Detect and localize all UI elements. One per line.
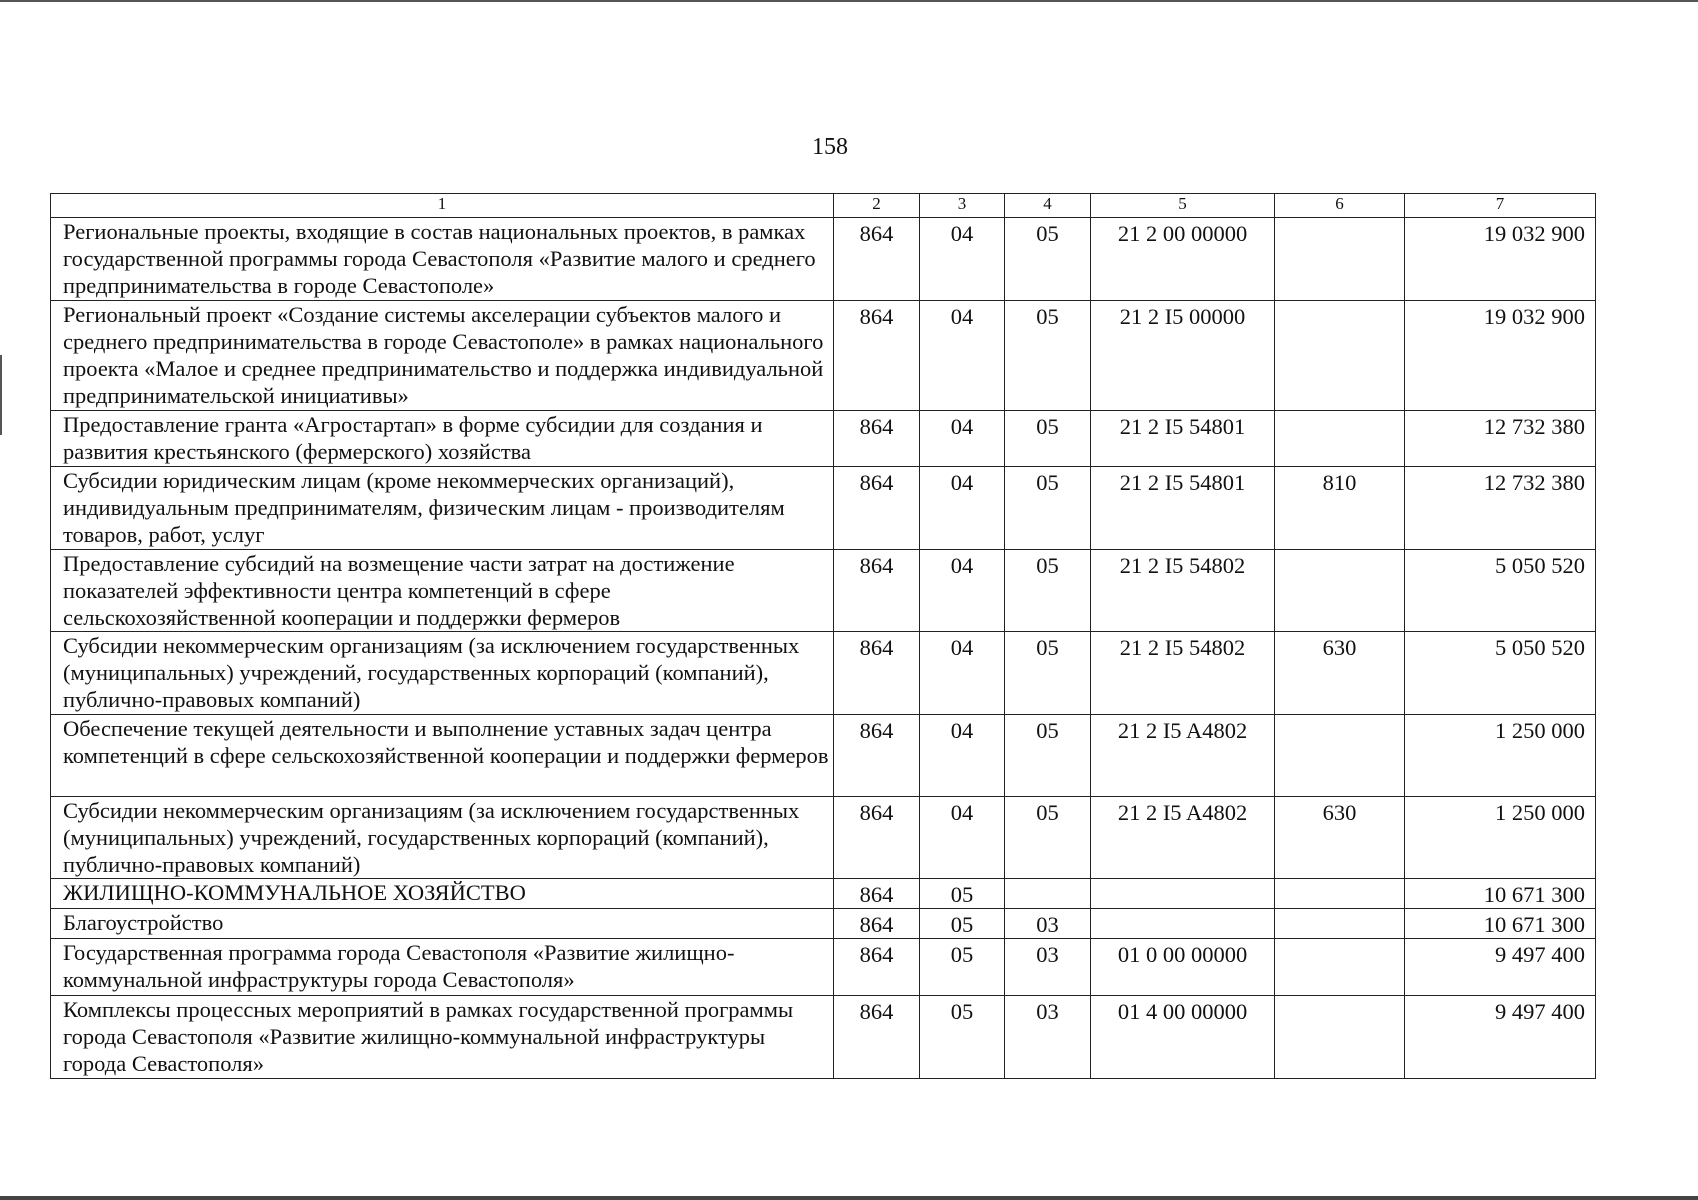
row-name: Благоустройство	[51, 909, 834, 939]
row-name: Предоставление гранта «Агростартап» в форме субсидии для создания и развития крестьянского (фермерского) хозяйства	[51, 411, 834, 467]
row-expense-type	[1275, 218, 1405, 301]
row-target-code	[1091, 909, 1275, 939]
row-grbs: 864	[834, 411, 920, 467]
row-expense-type: 810	[1275, 467, 1405, 550]
row-section: 04	[920, 301, 1005, 411]
row-subsection: 03	[1005, 996, 1091, 1079]
table-row	[51, 715, 1596, 797]
row-amount: 1 250 000	[1405, 715, 1596, 797]
row-expense-type	[1275, 996, 1405, 1079]
row-subsection: 05	[1005, 632, 1091, 715]
column-number: 3	[920, 194, 1005, 218]
row-target-code: 21 2 00 00000	[1091, 218, 1275, 301]
row-target-code: 01 4 00 00000	[1091, 996, 1275, 1079]
row-subsection	[1005, 879, 1091, 909]
scan-edge-left-mark	[0, 355, 2, 435]
table-row	[51, 939, 1596, 996]
column-number: 5	[1091, 194, 1275, 218]
row-expense-type	[1275, 909, 1405, 939]
row-amount: 19 032 900	[1405, 301, 1596, 411]
table-row	[51, 632, 1596, 715]
table-row	[51, 467, 1596, 550]
row-section: 04	[920, 632, 1005, 715]
table-row	[51, 301, 1596, 411]
row-subsection: 05	[1005, 550, 1091, 632]
row-grbs: 864	[834, 467, 920, 550]
row-name: Обеспечение текущей деятельности и выполнение уставных задач центра компетенций в сфере сельскохозяйственной кооперации и поддержки фермеров	[51, 715, 834, 797]
row-amount: 10 671 300	[1405, 879, 1596, 909]
row-target-code: 01 0 00 00000	[1091, 939, 1275, 996]
row-subsection: 05	[1005, 467, 1091, 550]
row-grbs: 864	[834, 715, 920, 797]
row-grbs: 864	[834, 909, 920, 939]
row-expense-type	[1275, 550, 1405, 632]
table-row	[51, 996, 1596, 1079]
row-name: ЖИЛИЩНО-КОММУНАЛЬНОЕ ХОЗЯЙСТВО	[51, 879, 834, 909]
column-number: 7	[1405, 194, 1596, 218]
row-subsection: 05	[1005, 411, 1091, 467]
row-section: 04	[920, 218, 1005, 301]
row-grbs: 864	[834, 632, 920, 715]
row-expense-type	[1275, 301, 1405, 411]
row-name: Региональные проекты, входящие в состав национальных проектов, в рамках государственной программы города Севастополя «Развитие малого и среднего предпринимательства в городе Севастополе»	[51, 218, 834, 301]
row-section: 04	[920, 797, 1005, 879]
row-name: Комплексы процессных мероприятий в рамках государственной программы города Севастополя «Развитие жилищно-коммунальной инфраструктуры города Севастополя»	[51, 996, 834, 1079]
table-row	[51, 879, 1596, 909]
row-expense-type	[1275, 715, 1405, 797]
row-subsection: 05	[1005, 301, 1091, 411]
row-section: 05	[920, 879, 1005, 909]
scan-edge-bottom	[0, 1196, 1698, 1200]
row-subsection: 03	[1005, 939, 1091, 996]
column-number: 4	[1005, 194, 1091, 218]
row-name: Предоставление субсидий на возмещение части затрат на достижение показателей эффективности центра компетенций в сфере сельскохозяйственной кооперации и поддержки фермеров	[51, 550, 834, 632]
row-amount: 5 050 520	[1405, 632, 1596, 715]
row-name: Субсидии некоммерческим организациям (за исключением государственных (муниципальных) учреждений, государственных корпораций (компаний), публично-правовых компаний)	[51, 632, 834, 715]
row-section: 05	[920, 996, 1005, 1079]
table-row	[51, 411, 1596, 467]
row-subsection: 05	[1005, 218, 1091, 301]
table-row	[51, 550, 1596, 632]
table-row	[51, 797, 1596, 879]
row-subsection: 03	[1005, 909, 1091, 939]
row-section: 04	[920, 467, 1005, 550]
row-expense-type	[1275, 879, 1405, 909]
column-number-row	[51, 194, 1596, 218]
row-target-code: 21 2 I5 54802	[1091, 632, 1275, 715]
row-target-code: 21 2 I5 54802	[1091, 550, 1275, 632]
row-grbs: 864	[834, 301, 920, 411]
row-expense-type: 630	[1275, 632, 1405, 715]
page-number: 158	[812, 134, 848, 160]
row-grbs: 864	[834, 218, 920, 301]
row-amount: 9 497 400	[1405, 996, 1596, 1079]
row-expense-type: 630	[1275, 797, 1405, 879]
row-grbs: 864	[834, 996, 920, 1079]
budget-table	[50, 193, 1596, 1079]
row-section: 05	[920, 939, 1005, 996]
row-expense-type	[1275, 411, 1405, 467]
scan-edge-top	[0, 0, 1698, 2]
row-target-code	[1091, 879, 1275, 909]
row-target-code: 21 2 I5 54801	[1091, 411, 1275, 467]
column-number: 2	[834, 194, 920, 218]
row-amount: 19 032 900	[1405, 218, 1596, 301]
table-row	[51, 218, 1596, 301]
column-number: 6	[1275, 194, 1405, 218]
row-section: 05	[920, 909, 1005, 939]
row-name: Субсидии некоммерческим организациям (за исключением государственных (муниципальных) учреждений, государственных корпораций (компаний), публично-правовых компаний)	[51, 797, 834, 879]
row-target-code: 21 2 I5 A4802	[1091, 797, 1275, 879]
row-amount: 9 497 400	[1405, 939, 1596, 996]
row-target-code: 21 2 I5 54801	[1091, 467, 1275, 550]
row-amount: 10 671 300	[1405, 909, 1596, 939]
row-name: Субсидии юридическим лицам (кроме некоммерческих организаций), индивидуальным предпринимателям, физическим лицам - производителям товаров, работ, услуг	[51, 467, 834, 550]
row-amount: 5 050 520	[1405, 550, 1596, 632]
row-section: 04	[920, 550, 1005, 632]
table-row	[51, 909, 1596, 939]
row-expense-type	[1275, 939, 1405, 996]
row-grbs: 864	[834, 879, 920, 909]
row-amount: 12 732 380	[1405, 467, 1596, 550]
row-amount: 1 250 000	[1405, 797, 1596, 879]
row-section: 04	[920, 715, 1005, 797]
row-subsection: 05	[1005, 715, 1091, 797]
row-target-code: 21 2 I5 A4802	[1091, 715, 1275, 797]
row-target-code: 21 2 I5 00000	[1091, 301, 1275, 411]
row-name: Региональный проект «Создание системы акселерации субъектов малого и среднего предпринимательства в городе Севастополе» в рамках национального проекта «Малое и среднее предпринимательство и поддержка индивидуальной предпринимательской инициативы»	[51, 301, 834, 411]
row-amount: 12 732 380	[1405, 411, 1596, 467]
row-subsection: 05	[1005, 797, 1091, 879]
row-section: 04	[920, 411, 1005, 467]
row-grbs: 864	[834, 939, 920, 996]
row-name: Государственная программа города Севастополя «Развитие жилищно-коммунальной инфраструктуры города Севастополя»	[51, 939, 834, 996]
column-number: 1	[51, 194, 834, 218]
row-grbs: 864	[834, 550, 920, 632]
row-grbs: 864	[834, 797, 920, 879]
